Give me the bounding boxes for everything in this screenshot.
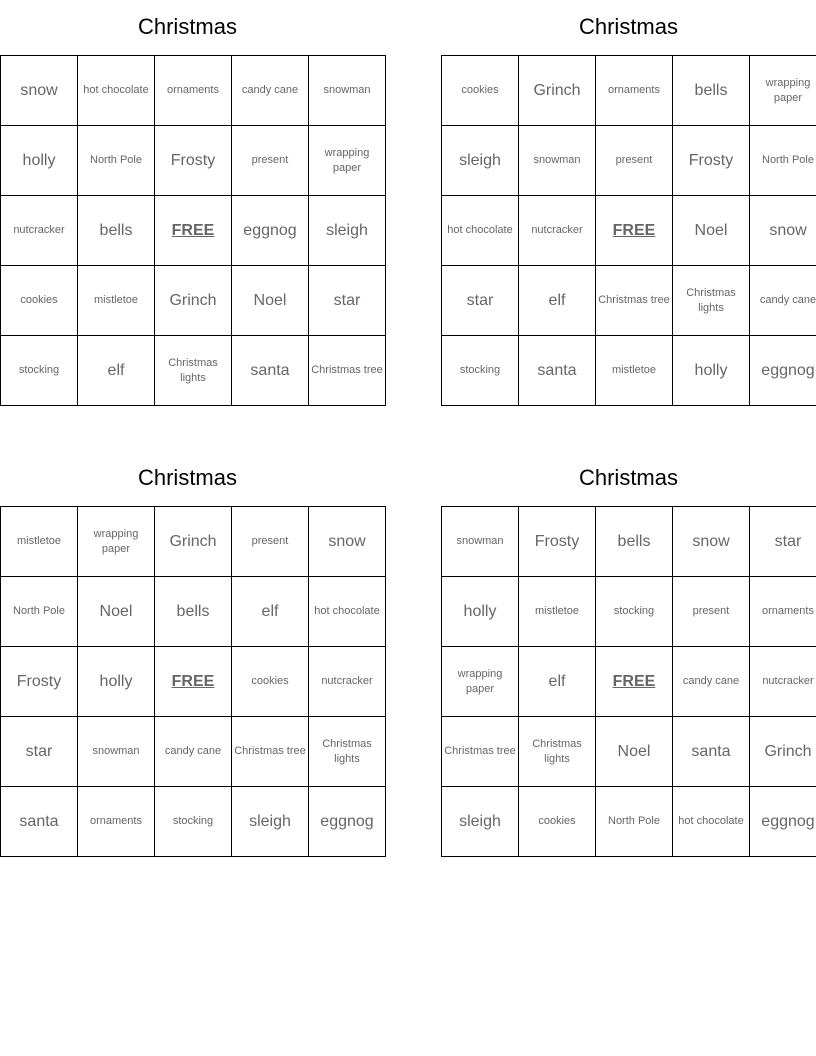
bingo-cell: hot chocolate	[673, 787, 750, 857]
bingo-cell: present	[232, 507, 309, 577]
grid-row	[442, 336, 816, 406]
grid-row	[1, 787, 386, 857]
bingo-cell: wrapping paper	[750, 56, 816, 126]
bingo-cell: santa	[232, 336, 309, 406]
grid-row	[1, 196, 386, 266]
bingo-cell: Noel	[673, 196, 750, 266]
card-title: Christmas	[578, 14, 678, 39]
bingo-cell: Christmas lights	[155, 336, 232, 406]
free-space-cell: FREE	[596, 647, 673, 717]
bingo-cell: Christmas tree	[309, 336, 386, 406]
bingo-cell: nutcracker	[519, 196, 596, 266]
bingo-cell: elf	[519, 266, 596, 336]
bingo-cell: North Pole	[78, 126, 155, 196]
bingo-cell: hot chocolate	[442, 196, 519, 266]
bingo-cell: snow	[1, 56, 78, 126]
bingo-cell: snowman	[309, 56, 386, 126]
bingo-cell: Christmas lights	[309, 717, 386, 787]
free-space-cell: FREE	[596, 196, 673, 266]
bingo-grid	[441, 55, 816, 406]
bingo-cell: star	[1, 717, 78, 787]
bingo-cell: Grinch	[155, 507, 232, 577]
grid-row	[1, 266, 386, 336]
bingo-cell: nutcracker	[1, 196, 78, 266]
bingo-cell: candy cane	[155, 717, 232, 787]
bingo-cell: Noel	[232, 266, 309, 336]
bingo-cell: mistletoe	[78, 266, 155, 336]
bingo-cell: cookies	[442, 56, 519, 126]
bingo-cell: mistletoe	[596, 336, 673, 406]
bingo-cell: bells	[78, 196, 155, 266]
grid-row	[442, 126, 816, 196]
free-space-cell: FREE	[155, 647, 232, 717]
grid-row	[442, 266, 816, 336]
bingo-cell: snowman	[519, 126, 596, 196]
grid-row	[442, 507, 816, 577]
bingo-cell: hot chocolate	[78, 56, 155, 126]
bingo-cell: stocking	[155, 787, 232, 857]
bingo-cell: elf	[519, 647, 596, 717]
bingo-cell: snow	[309, 507, 386, 577]
bingo-cell: mistletoe	[519, 577, 596, 647]
bingo-cell: holly	[1, 126, 78, 196]
bingo-cell: Frosty	[673, 126, 750, 196]
bingo-cell: Christmas tree	[596, 266, 673, 336]
bingo-cell: stocking	[442, 336, 519, 406]
bingo-cell: snowman	[442, 507, 519, 577]
bingo-cell: North Pole	[596, 787, 673, 857]
bingo-cell: eggnog	[232, 196, 309, 266]
bingo-cell: North Pole	[750, 126, 816, 196]
bingo-cell: nutcracker	[750, 647, 816, 717]
bingo-grid	[441, 506, 816, 857]
bingo-cell: North Pole	[1, 577, 78, 647]
bingo-cell: Christmas lights	[519, 717, 596, 787]
bingo-cell: ornaments	[750, 577, 816, 647]
bingo-cell: present	[673, 577, 750, 647]
bingo-cell: cookies	[519, 787, 596, 857]
grid-row	[1, 507, 386, 577]
bingo-grid	[0, 55, 386, 406]
bingo-cell: Frosty	[1, 647, 78, 717]
bingo-cell: snowman	[78, 717, 155, 787]
bingo-card-4	[441, 451, 816, 857]
grid-row	[1, 56, 386, 126]
bingo-cell: wrapping paper	[442, 647, 519, 717]
bingo-grid	[0, 506, 386, 857]
bingo-cell: sleigh	[309, 196, 386, 266]
grid-row	[1, 336, 386, 406]
bingo-cell: elf	[232, 577, 309, 647]
bingo-cell: sleigh	[442, 126, 519, 196]
bingo-cell: santa	[673, 717, 750, 787]
bingo-cell: holly	[78, 647, 155, 717]
grid-row	[442, 647, 816, 717]
bingo-cell: wrapping paper	[309, 126, 386, 196]
bingo-cell: mistletoe	[1, 507, 78, 577]
bingo-cell: Grinch	[750, 717, 816, 787]
bingo-cell: Grinch	[155, 266, 232, 336]
grid-row	[1, 647, 386, 717]
bingo-cell: eggnog	[750, 787, 816, 857]
bingo-cell: snow	[673, 507, 750, 577]
grid-row	[442, 196, 816, 266]
bingo-cell: star	[309, 266, 386, 336]
bingo-cell: sleigh	[442, 787, 519, 857]
bingo-cell: star	[750, 507, 816, 577]
grid-row	[1, 577, 386, 647]
bingo-cell: eggnog	[750, 336, 816, 406]
bingo-cell: ornaments	[596, 56, 673, 126]
bingo-cell: Noel	[78, 577, 155, 647]
card-title: Christmas	[137, 14, 237, 39]
bingo-cell: present	[232, 126, 309, 196]
bingo-cell: Grinch	[519, 56, 596, 126]
bingo-cell: candy cane	[673, 647, 750, 717]
card-title: Christmas	[578, 465, 678, 490]
grid-row	[1, 126, 386, 196]
bingo-cell: snow	[750, 196, 816, 266]
bingo-cell: candy cane	[750, 266, 816, 336]
bingo-cell: sleigh	[232, 787, 309, 857]
bingo-cell: bells	[596, 507, 673, 577]
bingo-cell: Frosty	[155, 126, 232, 196]
bingo-cell: eggnog	[309, 787, 386, 857]
card-title: Christmas	[137, 465, 237, 490]
bingo-cell: ornaments	[155, 56, 232, 126]
bingo-cell: Christmas tree	[442, 717, 519, 787]
bingo-cell: Christmas tree	[232, 717, 309, 787]
bingo-cell: santa	[1, 787, 78, 857]
bingo-cell: holly	[673, 336, 750, 406]
bingo-cell: candy cane	[232, 56, 309, 126]
grid-row	[1, 717, 386, 787]
bingo-cell: cookies	[232, 647, 309, 717]
bingo-cell: star	[442, 266, 519, 336]
bingo-cell: present	[596, 126, 673, 196]
bingo-cell: Frosty	[519, 507, 596, 577]
bingo-cell: stocking	[596, 577, 673, 647]
bingo-cell: hot chocolate	[309, 577, 386, 647]
grid-row	[442, 577, 816, 647]
bingo-cell: wrapping paper	[78, 507, 155, 577]
grid-row	[442, 787, 816, 857]
grid-row	[442, 56, 816, 126]
bingo-cell: ornaments	[78, 787, 155, 857]
free-space-cell: FREE	[155, 196, 232, 266]
bingo-cell: nutcracker	[309, 647, 386, 717]
bingo-cell: santa	[519, 336, 596, 406]
bingo-card-2	[441, 0, 816, 406]
bingo-cell: bells	[673, 56, 750, 126]
bingo-card-1	[0, 0, 383, 406]
bingo-cell: elf	[78, 336, 155, 406]
bingo-cell: Noel	[596, 717, 673, 787]
bingo-cell: stocking	[1, 336, 78, 406]
bingo-cell: holly	[442, 577, 519, 647]
grid-row	[442, 717, 816, 787]
bingo-cell: cookies	[1, 266, 78, 336]
bingo-cell: bells	[155, 577, 232, 647]
bingo-cell: Christmas lights	[673, 266, 750, 336]
bingo-card-3	[0, 451, 380, 857]
